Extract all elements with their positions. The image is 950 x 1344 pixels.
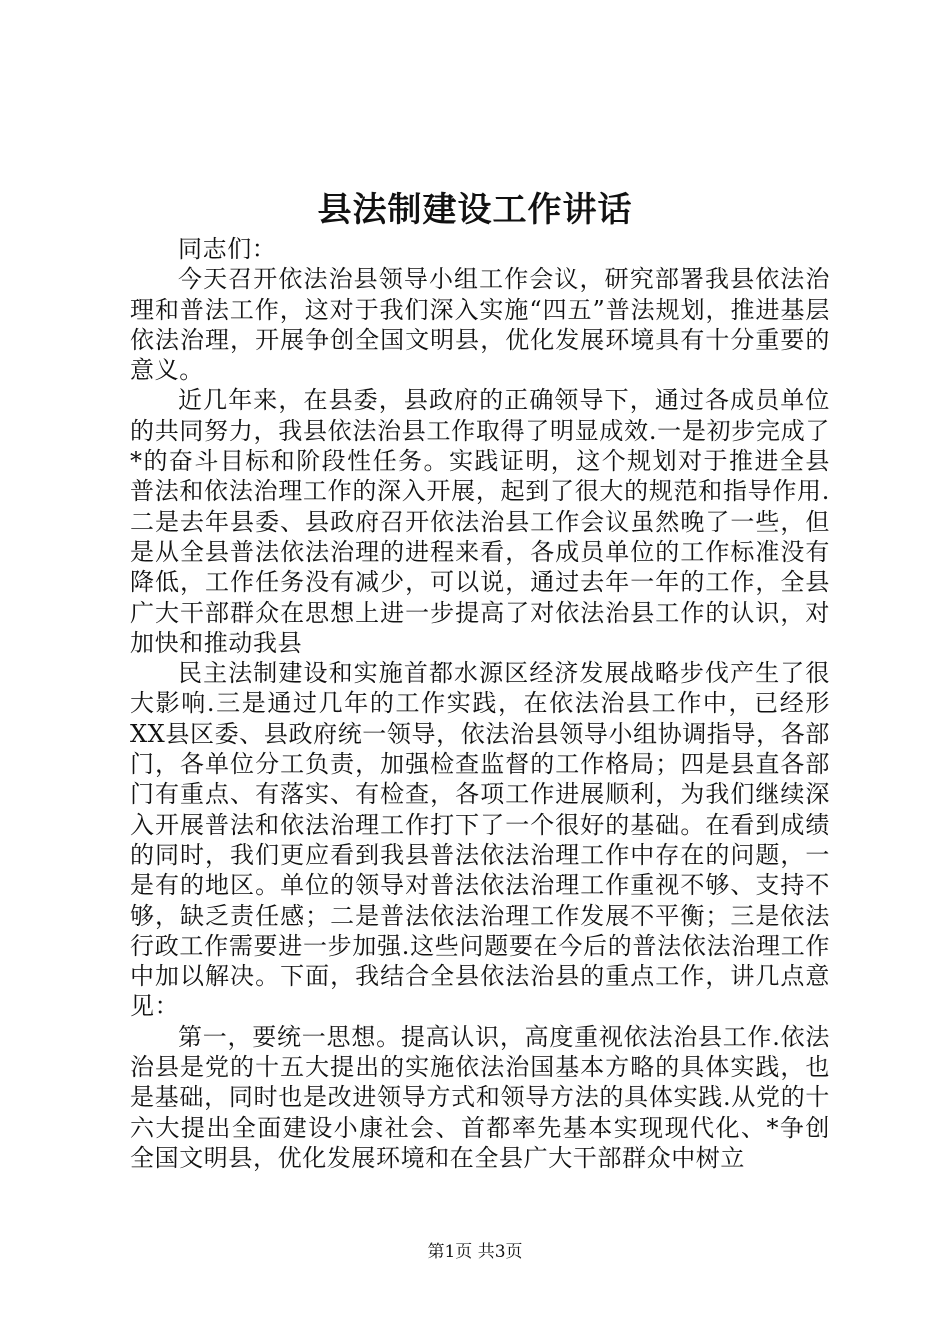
- paragraph-1: 今天召开依法治县领导小组工作会议，研究部署我县依法治理和普法工作，这对于我们深入实施“四五”普法规划，推进基层依法治理，开展争创全国文明县，优化发展环境具有十分重要的意义。: [130, 265, 830, 385]
- paragraph-3: 民主法制建设和实施首都水源区经济发展战略步伐产生了很大影响.三是通过几年的工作实践，在依法治县工作中，已经形XX县区委、县政府统一领导，依法治县领导小组协调指导，各部门，各单位分工负责，加强检查监督的工作格局；四是县直各部门有重点、有落实、有检查，各项工作进展顺利，为我们继续深入开展普法和依法治理工作打下了一个很好的基础。在看到成绩的同时，我们更应看到我县普法依法治理工作中存在的问题，一是有的地区。单位的领导对普法依法治理工作重视不够、支持不够，缺乏责任感；二是普法依法治理工作发展不平衡；三是依法行政工作需要进一步加强.这些问题要在今后的普法依法治理工作中加以解决。下面，我结合全县依法治县的重点工作，讲几点意见：: [130, 659, 830, 1021]
- paragraph-4: 第一，要统一思想。提高认识，高度重视依法治县工作.依法治县是党的十五大提出的实施依法治国基本方略的具体实践，也是基础，同时也是改进领导方式和领导方法的具体实践.从党的十六大提出全面建设小康社会、首都率先基本实现现代化、*争创全国文明县，优化发展环境和在全县广大干部群众中树立: [130, 1022, 830, 1172]
- paragraph-2: 近几年来，在县委，县政府的正确领导下，通过各成员单位的共同努力，我县依法治县工作取得了明显成效.一是初步完成了*的奋斗目标和阶段性任务。实践证明，这个规划对于推进全县普法和依法治理工作的深入开展，起到了很大的规范和指导作用.二是去年县委、县政府召开依法治县工作会议虽然晚了一些，但是从全县普法依法治理的进程来看，各成员单位的工作标准没有降低，工作任务没有减少，可以说，通过去年一年的工作，全县广大干部群众在思想上进一步提高了对依法治县工作的认识，对加快和推动我县: [130, 386, 830, 657]
- document-title: 县法制建设工作讲话: [317, 190, 633, 230]
- document-body: [130, 234, 830, 1173]
- page-number-footer: 第1页 共3页: [427, 1242, 523, 1262]
- salutation: 同志们：: [178, 235, 277, 263]
